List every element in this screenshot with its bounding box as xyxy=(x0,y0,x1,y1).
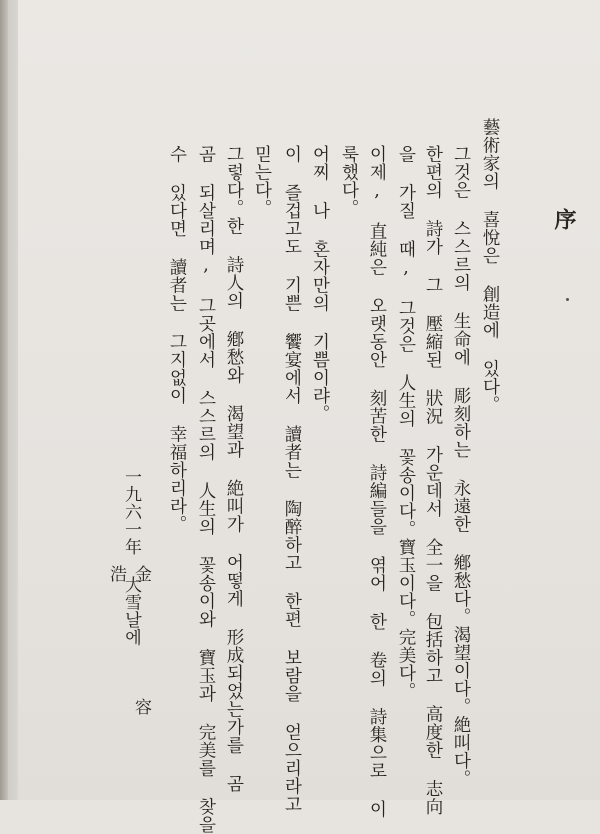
text-column-11: 곰 되살리며, 그곳에서 스스르의 人生의 꽃송이와 寶玉과 完美를 찾을 xyxy=(196,145,216,834)
text-column-1: 藝術家의 喜悅은 創造에 있다。 xyxy=(480,118,500,414)
text-column-7: 어찌 나 혼자만의 기쁨이랴。 xyxy=(310,145,330,423)
page-title: 序 xyxy=(551,208,577,230)
author-name: 金 容 浩 xyxy=(106,565,151,763)
text-column-8: 이 즐겁고도 기쁜 饗宴에서 讀者는 陶醉하고 한편 보람을 얻으리라고 xyxy=(282,145,302,813)
text-column-9: 믿는다。 xyxy=(252,145,272,217)
date-line: 一九六一年 大雪날에 xyxy=(121,468,141,646)
text-column-5: 이제, 直純은 오랫동안 刻苦한 詩編들을 엮어 한 卷의 詩集으로 이 xyxy=(367,145,387,818)
text-column-2: 그것은 스스르의 生命에 彫刻하는 永遠한 鄕愁다。渴望이다。絶叫다。 xyxy=(451,145,471,788)
text-column-12: 수 있다면 讀者는 그지없이 幸福하리라。 xyxy=(167,145,187,533)
text-column-4: 을 가질 때, 그것은 人生의 꽃송이다。寶玉이다。完美다。 xyxy=(396,145,416,700)
page-edge xyxy=(0,0,8,800)
text-column-10: 그렇다。한 詩人의 鄕愁와 渴望과 絶叫가 어떻게 形成되었는가를 곰 xyxy=(224,145,244,793)
text-column-3: 한편의 詩가 그 壓縮된 狀況 가운데서 全一을 包括하고 高度한 志向 xyxy=(423,145,443,816)
print-speck xyxy=(566,298,569,301)
text-column-6: 룩했다。 xyxy=(339,145,359,217)
